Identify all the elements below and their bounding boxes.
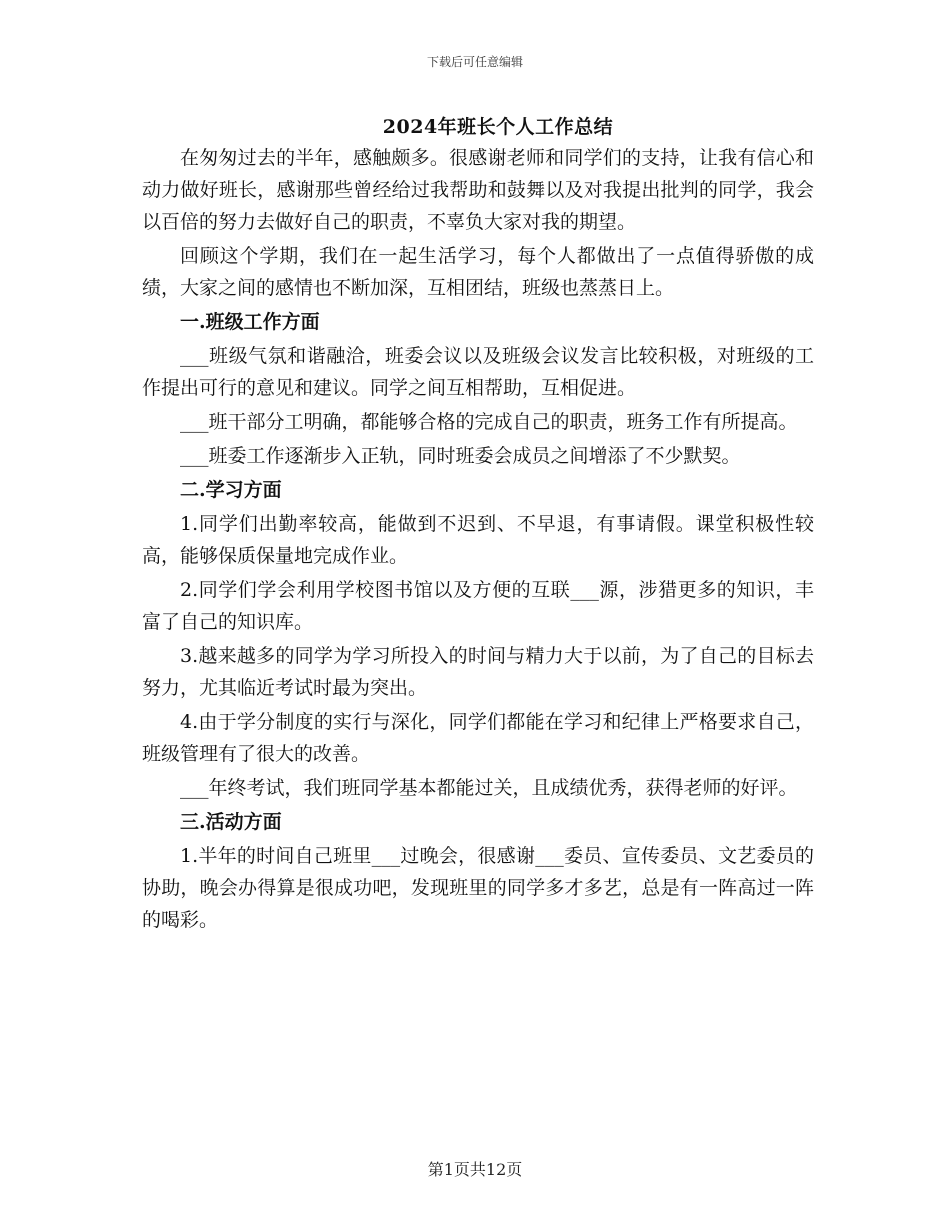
document-body <box>142 142 814 938</box>
class-work-paragraph-1: ___班级气氛和谐融洽，班委会议以及班级会议发言比较积极，对班级的工作提出可行的意见和建议。同学之间互相帮助，互相促进。 <box>142 345 814 399</box>
activities-paragraph-1: 1.半年的时间自己班里___过晚会，很感谢___委员、宣传委员、文艺委员的协助，晚会办得算是很成功吧，发现班里的同学多才多艺，总是有一阵高过一阵的喝彩。 <box>142 845 814 931</box>
intro-paragraph-2: 回顾这个学期，我们在一起生活学习，每个人都做出了一点值得骄傲的成绩，大家之间的感情也不断加深，互相团结，班级也蒸蒸日上。 <box>142 245 814 299</box>
intro-paragraph-1: 在匆匆过去的半年，感触颇多。很感谢老师和同学们的支持，让我有信心和动力做好班长，感谢那些曾经给过我帮助和鼓舞以及对我提出批判的同学，我会以百倍的努力去做好自己的职责，不辜负大家对我的期望。 <box>142 147 814 233</box>
class-work-paragraph-3: ___班委工作逐渐步入正轨，同时班委会成员之间增添了不少默契。 <box>180 445 741 467</box>
study-paragraph-1: 1.同学们出勤率较高，能做到不迟到、不早退，有事请假。课堂积极性较高，能够保质保量地完成作业。 <box>142 513 814 567</box>
section-heading-activities: 三.活动方面 <box>180 811 282 833</box>
study-paragraph-4: 4.由于学分制度的实行与深化，同学们都能在学习和纪律上严格要求自己，班级管理有了很大的改善。 <box>142 711 814 765</box>
study-paragraph-5: ___年终考试，我们班同学基本都能过关，且成绩优秀，获得老师的好评。 <box>180 777 798 799</box>
header-note: 下载后可任意编辑 <box>426 55 523 69</box>
section-heading-class-work: 一.班级工作方面 <box>180 311 320 333</box>
class-work-paragraph-2: ___班干部分工明确，都能够合格的完成自己的职责，班务工作有所提高。 <box>180 411 798 433</box>
document-title: 2024年班长个人工作总结 <box>382 116 614 138</box>
study-paragraph-3: 3.越来越多的同学为学习所投入的时间与精力大于以前，为了自己的目标去努力，尤其临近考试时最为突出。 <box>142 645 814 699</box>
study-paragraph-2: 2.同学们学会利用学校图书馆以及方便的互联___源，涉猎更多的知识，丰富了自己的知识库。 <box>142 579 814 633</box>
section-heading-study: 二.学习方面 <box>180 479 282 501</box>
page-number: 第1页共12页 <box>427 1160 523 1179</box>
